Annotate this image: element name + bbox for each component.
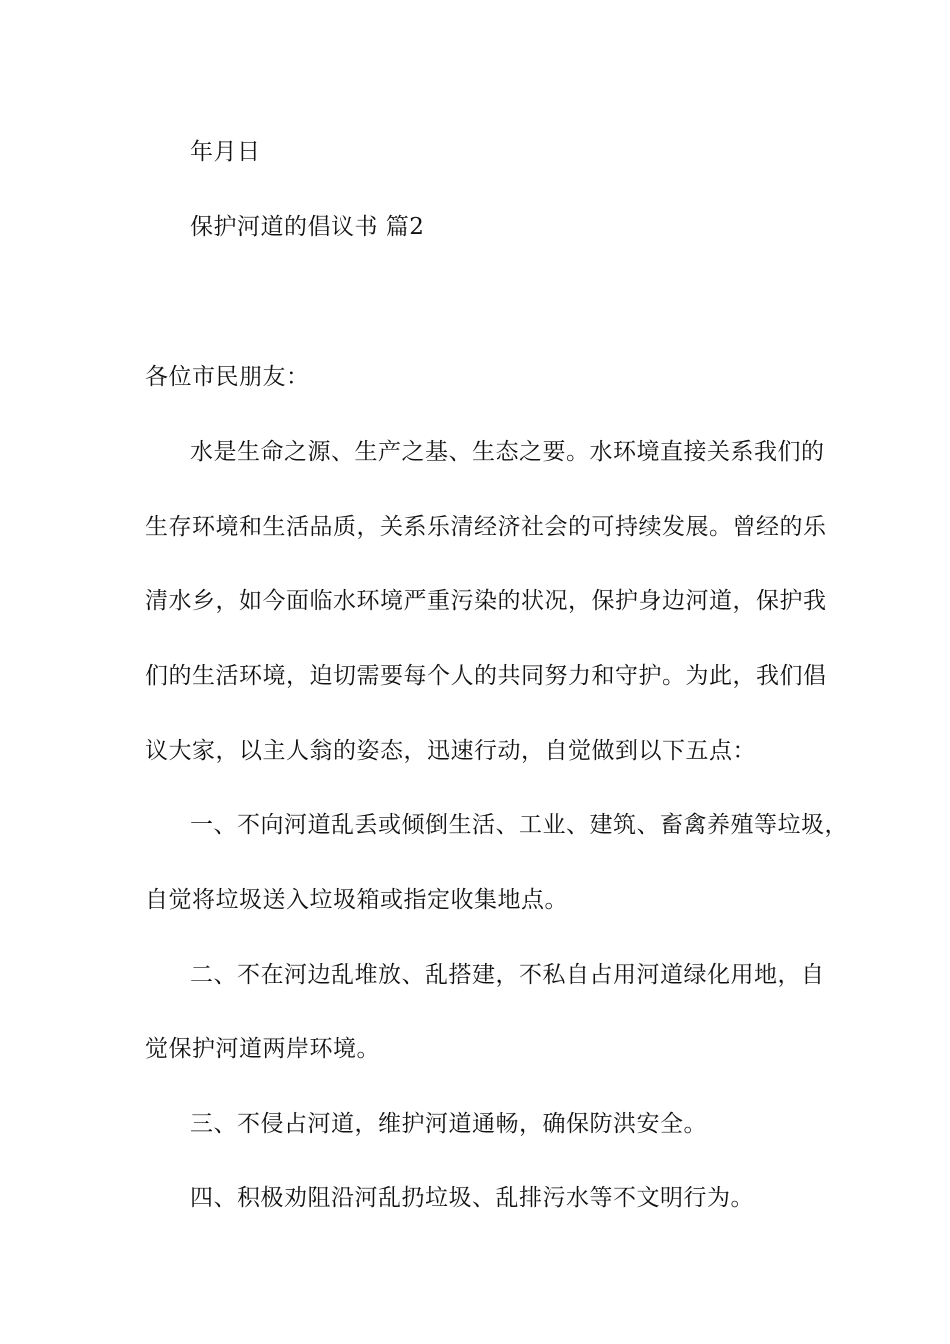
paragraph-line: 清水乡，如今面临水环境严重污染的状况，保护身边河道，保护我 bbox=[145, 588, 827, 614]
point-4: 四、积极劝阻沿河乱扔垃圾、乱排污水等不文明行为。 bbox=[190, 1185, 754, 1211]
document-title: 保护河道的倡议书 篇2 bbox=[190, 214, 425, 240]
paragraph-line: 们的生活环境，迫切需要每个人的共同努力和守护。为此，我们倡 bbox=[145, 663, 827, 689]
date-line: 年月日 bbox=[190, 139, 261, 165]
paragraph-line: 议大家，以主人翁的姿态，迅速行动，自觉做到以下五点： bbox=[145, 738, 756, 764]
point-2-line: 二、不在河边乱堆放、乱搭建，不私自占用河道绿化用地，自 bbox=[190, 962, 825, 988]
point-2-line: 觉保护河道两岸环境。 bbox=[145, 1036, 380, 1062]
point-3: 三、不侵占河道，维护河道通畅，确保防洪安全。 bbox=[190, 1111, 707, 1137]
paragraph-line: 生存环境和生活品质，关系乐清经济社会的可持续发展。曾经的乐 bbox=[145, 514, 827, 540]
point-1-line: 一、不向河道乱丢或倾倒生活、工业、建筑、畜禽养殖等垃圾， bbox=[190, 812, 848, 838]
paragraph-line: 水是生命之源、生产之基、生态之要。水环境直接关系我们的 bbox=[190, 439, 825, 465]
salutation: 各位市民朋友： bbox=[145, 364, 310, 390]
point-1-line: 自觉将垃圾送入垃圾箱或指定收集地点。 bbox=[145, 887, 568, 913]
